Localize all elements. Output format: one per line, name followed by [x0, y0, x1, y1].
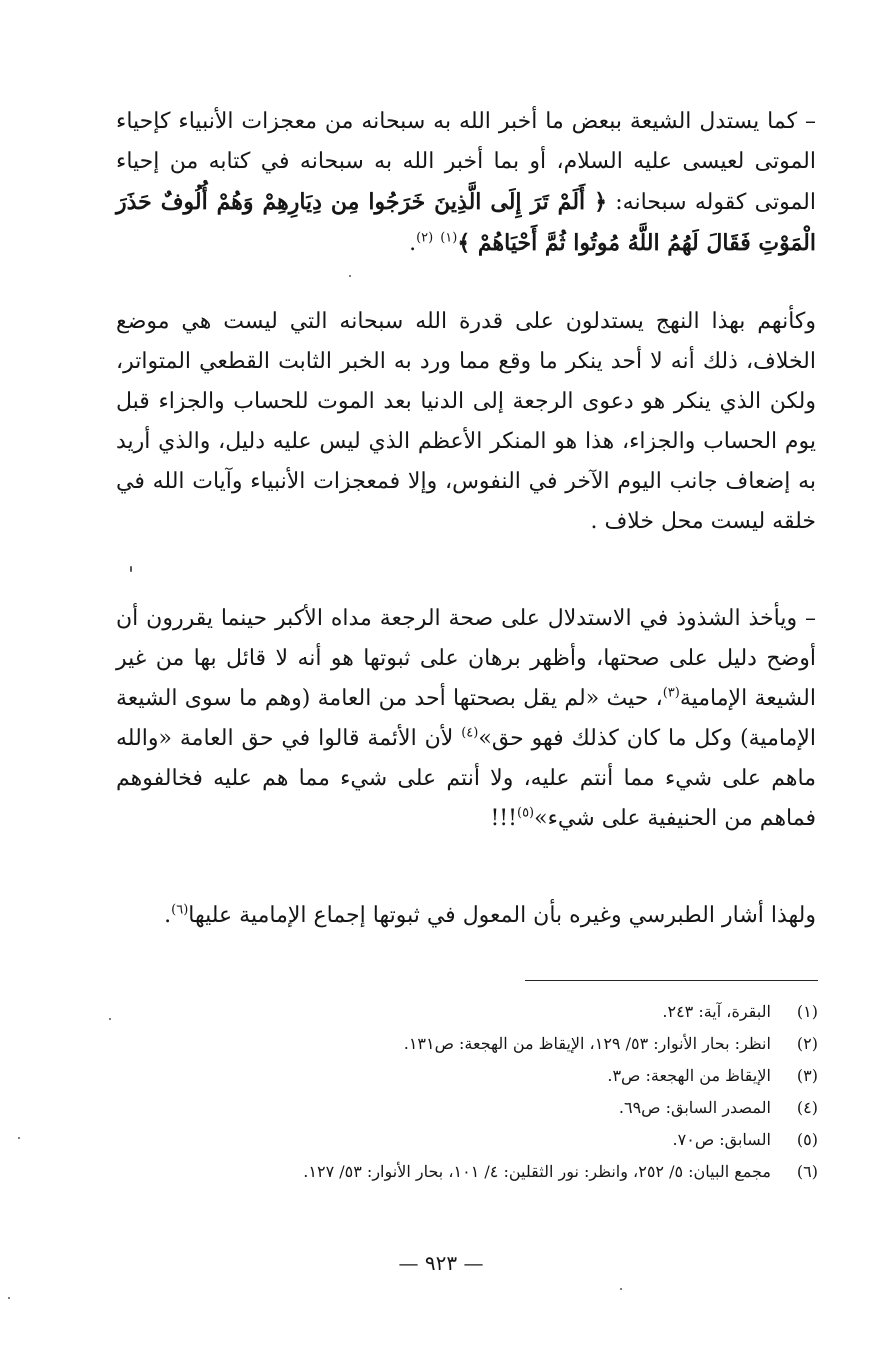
- paragraph-3-part3: لأن الأئمة قالوا في حق العامة «والله ماهم على شيء مما أنتم عليه، ولا أنتم على شيء مما هم عليه فخالفوهم فماهم من الحنيفية على شيء»: [116, 726, 816, 831]
- footnote-ref-5[interactable]: (٥): [516, 805, 535, 821]
- paragraph-1: [116, 102, 816, 264]
- footnote-item: [98, 1092, 818, 1124]
- page-number: — ٩٢٣ —: [398, 1251, 484, 1275]
- paragraph-3: [116, 599, 816, 839]
- footnote-number: (٣): [796, 1066, 818, 1085]
- footnote-ref-3[interactable]: (٣): [662, 685, 680, 701]
- footnote-separator: [525, 980, 818, 981]
- paragraph-3-part4: !!!: [490, 806, 517, 831]
- footnote-item: [98, 1156, 818, 1188]
- footnote-number: (١): [796, 1002, 818, 1021]
- scan-speck: [349, 275, 351, 277]
- quran-verse: ﴿ أَلَمْ تَرَ إِلَى الَّذِينَ خَرَجُوا مِن دِيَارِهِمْ وَهُمْ أُلُوفٌ حَذَرَ الْمَوْتِ فَقَالَ لَهُمُ اللَّهُ مُوتُوا ثُمَّ أَحْيَاهُمْ ﴾: [116, 189, 816, 256]
- footnote-text: الإيقاظ من الهجعة: ص٣.: [607, 1066, 771, 1085]
- scan-speck: [620, 1288, 622, 1290]
- paragraph-4-end: .: [164, 903, 172, 928]
- scan-speck: [130, 566, 132, 572]
- footnote-number: (٤): [796, 1098, 818, 1117]
- footnote-item: [98, 1060, 818, 1092]
- footnote-number: (٦): [796, 1162, 818, 1181]
- footnotes: [98, 996, 818, 1188]
- scan-speck: [18, 1137, 20, 1139]
- footnote-text: المصدر السابق: ص٦٩.: [618, 1098, 771, 1117]
- footnote-text: مجمع البيان: ٥/ ٢٥٢، وانظر: نور الثقلين: ٤/ ١٠١، بحار الأنوار: ٥٣/ ١٢٧.: [303, 1162, 771, 1181]
- footnote-text: انظر: بحار الأنوار: ٥٣/ ١٢٩، الإيقاظ من الهجعة: ص١٣١.: [403, 1034, 771, 1053]
- footnote-item: [98, 1124, 818, 1156]
- footnote-number: (٥): [796, 1130, 818, 1149]
- footnote-text: السابق: ص٧٠.: [672, 1130, 771, 1149]
- footnote-ref-1[interactable]: (١): [440, 230, 458, 246]
- paragraph-3-part1: – ويأخذ الشذوذ في الاستدلال على صحة الرجعة مداه الأكبر حينما يقررون أن أوضح دليل على صحتها، وأظهر برهان على ثبوتها هو أنه لا قائل بها من غير الشيعة الإمامية: [116, 606, 816, 711]
- paragraph-3-part2: ، حيث «لم يقل بصحتها أحد من العامة (وهم ما سوى الشيعة الإمامية) وكل ما كان كذلك فهو حق»: [116, 686, 816, 751]
- footnote-ref-6[interactable]: (٦): [171, 902, 189, 918]
- paragraph-1-end: .: [409, 231, 417, 256]
- footnote-text: البقرة، آية: ٢٤٣.: [662, 1002, 771, 1021]
- paragraph-2: [116, 302, 816, 542]
- footnote-ref-4[interactable]: (٤): [461, 725, 479, 741]
- paragraph-4-text: ولهذا أشار الطبرسي وغيره بأن المعول في ثبوتها إجماع الإمامية عليها: [188, 903, 816, 928]
- paragraph-1-text: – كما يستدل الشيعة ببعض ما أخبر الله به سبحانه من معجزات الأنبياء كإحياء الموتى لعيسى عليه السلام، أو بما أخبر الله به سبحانه في كتابه من إحياء الموتى كقوله سبحانه:: [116, 109, 816, 215]
- footnote-number: (٢): [796, 1034, 818, 1053]
- paragraph-4: [116, 896, 816, 936]
- scan-speck: [8, 1297, 10, 1299]
- footnote-item: [98, 996, 818, 1028]
- paragraph-2-text: وكأنهم بهذا النهج يستدلون على قدرة الله سبحانه التي ليست هي موضع الخلاف، ذلك أنه لا أحد ينكر ما وقع مما ورد به الخبر الثابت القطعي المتواتر، ولكن الذي ينكر هو دعوى الرجعة إلى الدنيا بعد الموت للحساب والجزاء قبل يوم الحساب والجزاء، هذا هو المنكر الأعظم الذي ليس عليه دليل، والذي أريد به إضعاف جانب اليوم الآخر في النفوس، وإلا فمعجزات الأنبياء وآيات الله في خلقه ليست محل خلاف .: [116, 309, 816, 534]
- footnote-ref-2[interactable]: (٢): [416, 230, 434, 246]
- scan-speck: [109, 1018, 111, 1020]
- footnote-item: [98, 1028, 818, 1060]
